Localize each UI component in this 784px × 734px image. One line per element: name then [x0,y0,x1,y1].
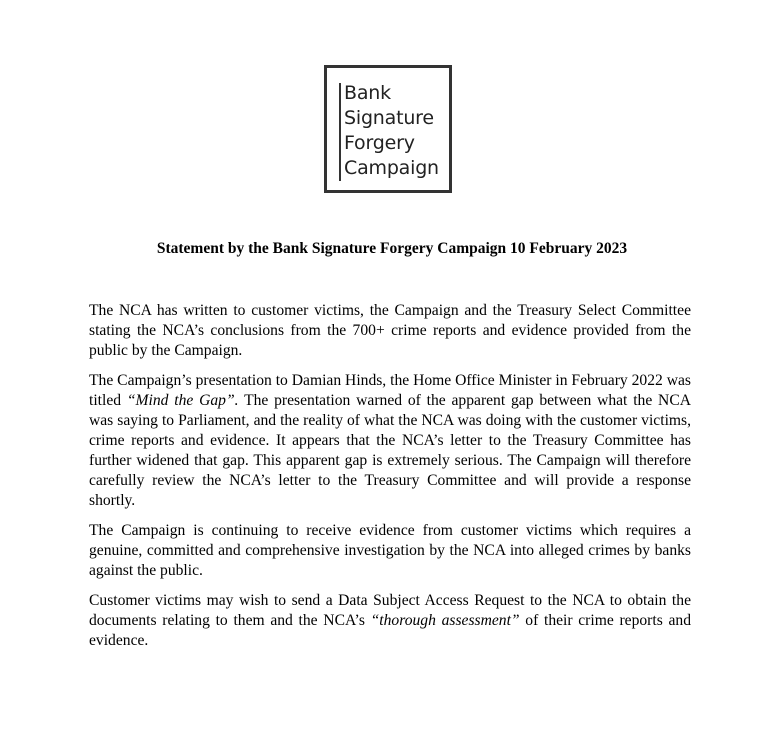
paragraph-4-text-a: Customer victims may wish to send a Data Subject Access Request to the NCA to obtain the documents relating to them and the NCA’s [89,592,691,629]
logo-line-bank: Bank [344,82,391,104]
statement-title: Statement by the Bank Signature Forgery Campaign 10 February 2023 [156,240,628,257]
paragraph-3 [89,521,691,581]
logo-line-signature: Signature [344,107,434,129]
paragraph-4-text-b: of their crime reports and evidence. [89,612,691,649]
logo-line-campaign: Campaign [344,157,439,179]
logo-line-forgery: Forgery [344,132,415,154]
paragraph-2-text-b: The presentation warned of the apparent gap between what the NCA was saying to Parliament, and the reality of what the NCA was doing with the customer victims, crime reports and evidence. It appears that the NCA’s letter to the Treasury Committee has further widened that gap. This apparent gap is extremely serious. The Campaign will therefore carefully review the NCA’s letter to the Treasury Committee and will provide a response shortly. [89,392,691,509]
paragraph-3-text: The Campaign is continuing to receive evidence from customer victims which requires a genuine, committed and comprehensive investigation by the NCA into alleged crimes by banks against the public. [89,522,691,579]
paragraph-2 [89,371,691,511]
logo-text [344,81,439,181]
logo-vertical-bar [339,83,341,181]
paragraph-4 [89,591,691,651]
campaign-logo [324,65,452,193]
paragraph-1-text: The NCA has written to customer victims, the Campaign and the Treasury Select Committee stating the NCA’s conclusions from the 700+ crime reports and evidence provided from the public by the Campaign. [89,302,691,359]
paragraph-2-text-a: The Campaign’s presentation to Damian Hinds, the Home Office Minister in February 2022 was titled [89,372,691,409]
thorough-assessment-quote: “thorough assessment” [370,612,520,629]
paragraph-1 [89,301,691,361]
statement-body [89,301,691,661]
mind-the-gap-quote: “Mind the Gap”. [126,392,239,409]
